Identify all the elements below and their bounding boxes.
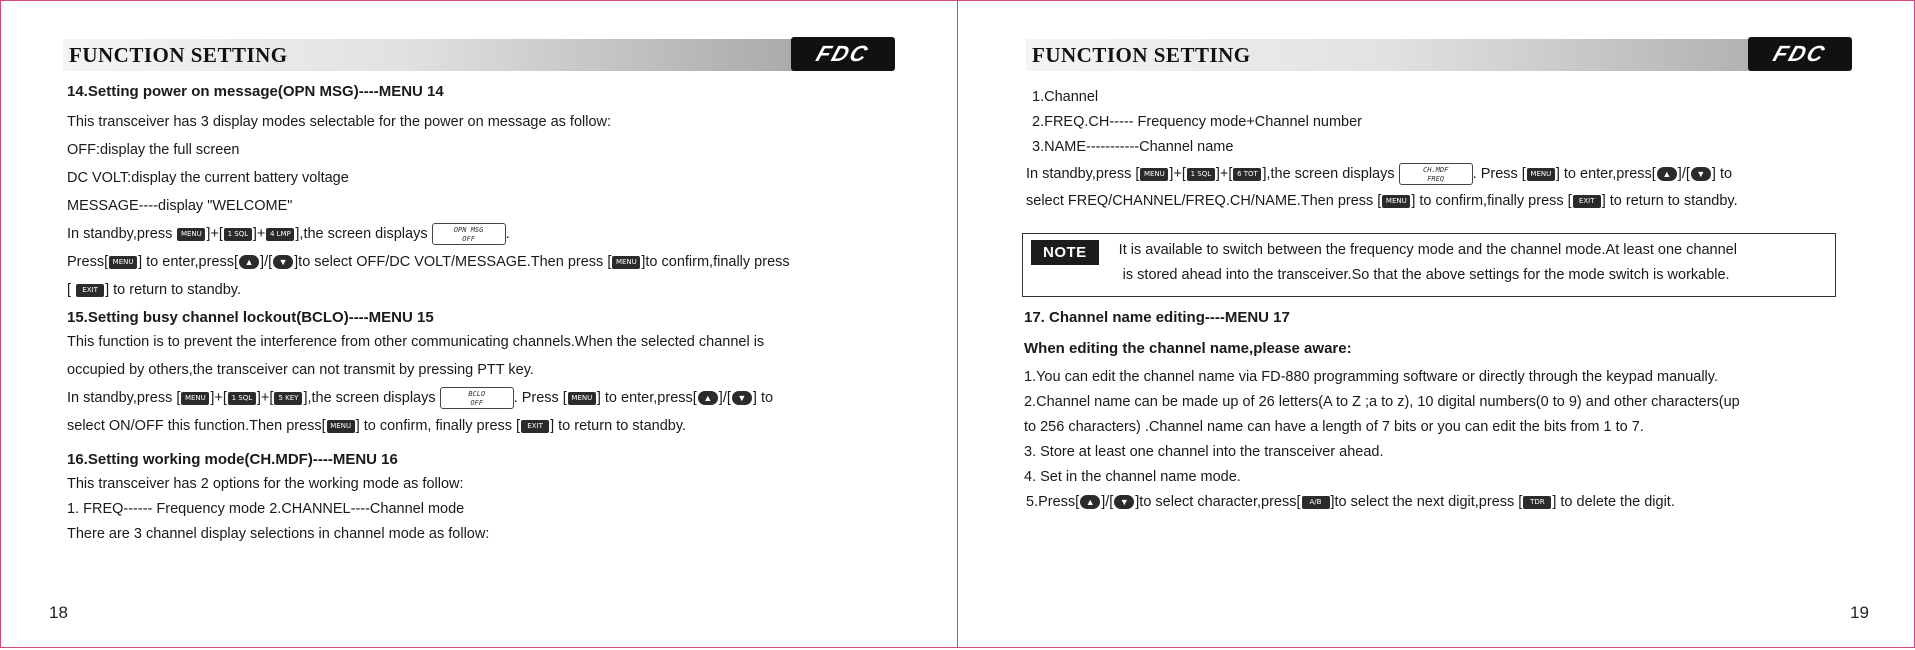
key-1-icon: 1 SQL [228,392,256,405]
select-line [1026,189,1906,214]
menu-key-icon: MENU [327,420,355,433]
text: ],the screen displays [1262,166,1395,182]
s16-line: This transceiver has 2 options for the working mode as follow: [67,476,464,492]
page-number: 18 [49,603,68,622]
text: ]to select the next digit,press [ [1330,494,1523,510]
text: ] to return to standby. [105,282,242,298]
text: ]to select OFF/DC VOLT/MESSAGE.Then press [ [294,254,612,270]
s17-press-line [1024,490,1904,515]
text: ],the screen displays [295,226,428,242]
s14-press-line [67,250,927,275]
text: . [505,226,510,242]
text: ] to delete the digit. [1552,494,1675,510]
lcd-line: OFF [462,235,475,244]
text: ]to select character,press[ [1135,494,1301,510]
text: ]to confirm,finally press [641,254,790,270]
lcd-display-bclo [440,387,514,409]
page-number: 19 [1850,603,1869,622]
down-arrow-key-icon: ▼ [1114,495,1134,509]
s17-line: 2.Channel name can be made up of 26 letters(A to Z ;a to z), 10 digital numbers(0 to 9) and other characters(up [1024,394,1740,410]
note-line: It is available to switch between the frequency mode and the channel mode.At least one channel [1118,242,1737,258]
s15-select-line [67,414,927,439]
mode-list-item: 2.FREQ.CH----- Frequency mode+Channel number [1032,114,1362,130]
lcd-line: CH.MDF [1423,166,1449,175]
page-title: FUNCTION SETTING [1032,42,1251,67]
page-19 [957,0,1915,648]
text: In standby,press [ [67,390,181,406]
lcd-line: OPN MSG [453,226,484,235]
text: ] to enter,press[ [1555,166,1656,182]
menu-key-icon: MENU [1527,168,1555,181]
header-bar [1026,39,1822,71]
lcd-line: BCLO [468,390,486,399]
left-content [67,79,927,547]
page-18 [0,0,958,648]
s14-return-line [67,278,927,303]
text: select ON/OFF this function.Then press[ [67,418,326,434]
up-arrow-key-icon: ▲ [698,391,718,405]
exit-key-icon: EXIT [1573,195,1601,208]
section-17-heading: 17. Channel name editing----MENU 17 [1024,309,1290,326]
s17-line: 1.You can edit the channel name via FD-880 programming software or directly through the keypad manually. [1024,369,1718,385]
text: ] to return to standby. [550,418,687,434]
text: ]+[ [256,390,274,406]
s14-line: DC VOLT:display the current battery voltage [67,170,349,186]
text: select FREQ/CHANNEL/FREQ.CH/NAME.Then press [ [1026,193,1382,209]
s14-line: OFF:display the full screen [67,142,240,158]
note-line: is stored ahead into the transceiver.So that the above settings for the mode switch is workable. [1122,267,1730,283]
exit-key-icon: EXIT [76,284,104,297]
s16-line: 1. FREQ------ Frequency mode 2.CHANNEL----Channel mode [67,501,465,517]
key-5-icon: 5 KEY [274,392,302,405]
exit-key-icon: EXIT [521,420,549,433]
key-1-icon: 1 SQL [224,228,252,241]
logo-text: FDC [813,41,873,66]
section-14-heading: 14.Setting power on message(OPN MSG)----MENU 14 [67,83,444,100]
page-title: FUNCTION SETTING [69,42,288,67]
note-box [1022,233,1836,297]
text: 5.Press[ [1026,494,1080,510]
lcd-line: FREQ [1427,175,1445,184]
up-arrow-key-icon: ▲ [1080,495,1100,509]
text: Press[ [67,254,109,270]
text: ] to return to standby. [1601,193,1738,209]
ab-key-icon: A/B [1302,496,1330,509]
menu-key-icon: MENU [612,256,640,269]
s17-line: to 256 characters) .Channel name can have a length of 7 bits or you can edit the bits from 1 to 7. [1024,419,1644,435]
standby-line [1026,162,1906,187]
note-label: NOTE [1031,240,1099,265]
section-16-heading: 16.Setting working mode(CH.MDF)----MENU 16 [67,451,398,468]
key-1-icon: 1 SQL [1187,168,1215,181]
mode-list-item: 3.NAME-----------Channel name [1032,139,1234,155]
logo-text: FDC [1770,41,1830,66]
text: . Press [ [1472,166,1526,182]
s15-line: This function is to prevent the interference from other communicating channels.When the selected channel is [67,334,765,350]
s14-standby-line [67,222,927,247]
menu-key-icon: MENU [1382,195,1410,208]
menu-key-icon: MENU [1140,168,1168,181]
text: ]/[ [260,254,273,270]
text: ]+[ [206,226,223,242]
section-17-subheading: When editing the channel name,please aware: [1024,340,1352,357]
down-arrow-key-icon: ▼ [732,391,752,405]
menu-key-icon: MENU [177,228,205,241]
lcd-display-opn-msg [432,223,506,245]
text: . Press [ [513,390,567,406]
menu-key-icon: MENU [181,392,209,405]
text: ]/[ [1677,166,1690,182]
text: ] to enter,press[ [596,390,697,406]
fdc-logo [1748,37,1852,71]
s17-line: 3. Store at least one channel into the transceiver ahead. [1024,444,1384,460]
up-arrow-key-icon: ▲ [239,255,259,269]
down-arrow-key-icon: ▼ [273,255,293,269]
tdr-key-icon: TDR [1523,496,1551,509]
up-arrow-key-icon: ▲ [1657,167,1677,181]
text: In standby,press [67,226,173,242]
section-15-heading: 15.Setting busy channel lockout(BCLO)----MENU 15 [67,309,434,326]
lcd-display-ch-mdf [1399,163,1473,185]
s15-standby-line [67,386,927,411]
text: ] to confirm,finally press [ [1411,193,1572,209]
lcd-line: OFF [470,399,483,408]
text: ] to enter,press[ [138,254,239,270]
text: [ [67,282,72,298]
s14-line: MESSAGE----display "WELCOME" [67,198,293,214]
text: ]+[ [1169,166,1186,182]
menu-key-icon: MENU [568,392,596,405]
s16-line: There are 3 channel display selections in channel mode as follow: [67,526,490,542]
s17-line: 4. Set in the channel name mode. [1024,469,1241,485]
text: ]/[ [718,390,731,406]
text: In standby,press [ [1026,166,1140,182]
text: ],the screen displays [303,390,436,406]
key-4-icon: 4 LMP [266,228,294,241]
note-text [1119,238,1737,288]
text: ] to confirm, finally press [ [355,418,521,434]
right-content-top [1026,85,1906,214]
menu-key-icon: MENU [109,256,137,269]
s14-line: This transceiver has 3 display modes selectable for the power on message as follow: [67,114,612,130]
s15-line: occupied by others,the transceiver can not transmit by pressing PTT key. [67,362,534,378]
text: ] to [1711,166,1733,182]
text: ]+[ [1215,166,1233,182]
text: ]+ [252,226,266,242]
text: ]+[ [210,390,227,406]
text: ] to [752,390,774,406]
fdc-logo [791,37,895,71]
down-arrow-key-icon: ▼ [1691,167,1711,181]
right-content-bottom [1024,305,1904,515]
header-bar [63,39,805,71]
key-6-icon: 6 TOT [1233,168,1261,181]
text: ]/[ [1101,494,1114,510]
mode-list-item: 1.Channel [1032,89,1099,105]
